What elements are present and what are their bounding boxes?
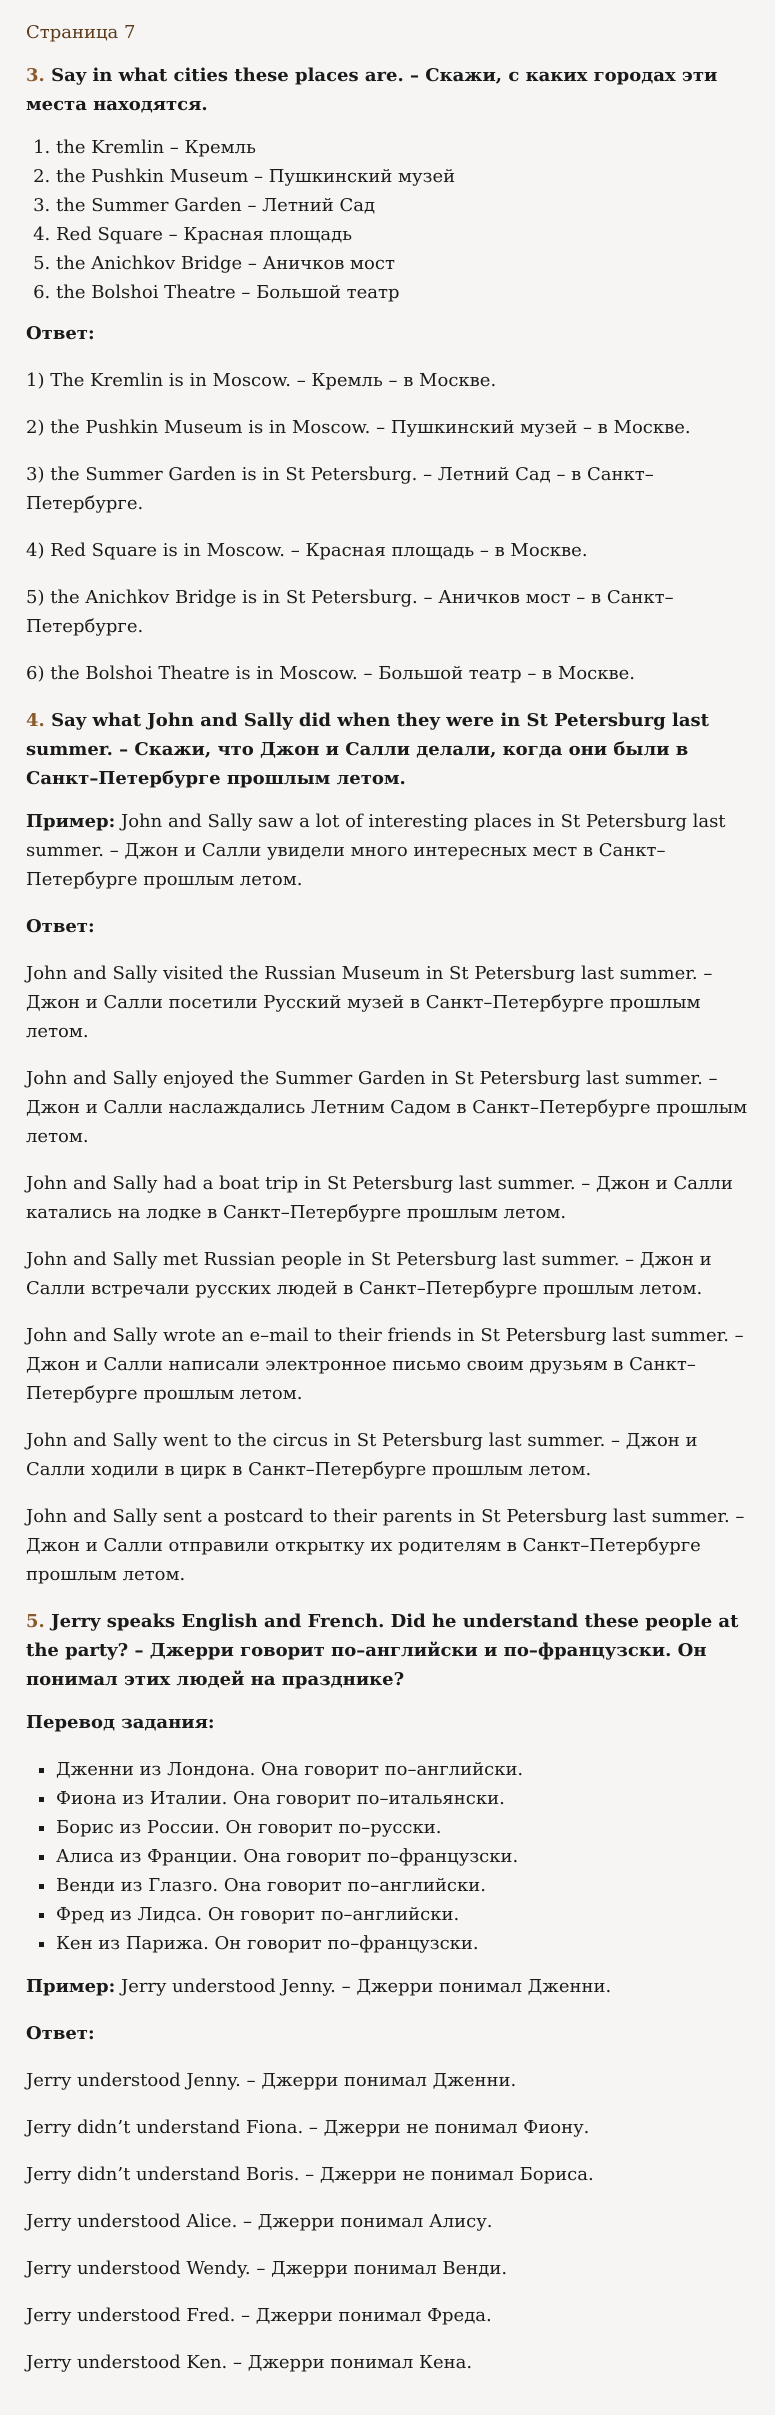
exercise-3-title-text: Say in what cities these places are. – Скажи, с каких городах эти места находятся. [26, 65, 718, 115]
answer-line: 2) the Pushkin Museum is in Moscow. – Пушкинский музей – в Москве. [26, 417, 691, 438]
exercise-5-list [26, 1755, 749, 1958]
example-text: John and Sally saw a lot of interesting places in St Petersburg last summer. – Джон и Салли увидели много интересных мест в Санкт–Петербурге прошлым летом. [26, 811, 726, 890]
list-item: 2. the Pushkin Museum – Пушкинский музей [56, 162, 749, 191]
exercise-4-answer-label: Ответ: [26, 916, 95, 937]
exercise-4-title [26, 706, 749, 793]
answer-line: 6) the Bolshoi Theatre is in Moscow. – Большой театр – в Москве. [26, 663, 636, 684]
exercise-5-answer-label: Ответ: [26, 2023, 95, 2044]
list-item: 4. Red Square – Красная площадь [56, 220, 749, 249]
exercise-5-title-text: Jerry speaks English and French. Did he understand these people at the party? – Джерри говорит по–английски и по–французски. Он понимал этих людей на празднике? [26, 1611, 739, 1690]
answer-line: John and Sally had a boat trip in St Petersburg last summer. – Джон и Салли катались на лодке в Санкт–Петербурге прошлым летом. [26, 1173, 733, 1223]
answer-line: John and Sally visited the Russian Museum in St Petersburg last summer. – Джон и Салли посетили Русский музей в Санкт–Петербурге прошлым летом. [26, 963, 713, 1042]
exercise-3-list [26, 133, 749, 307]
answer-line: John and Sally sent a postcard to their parents in St Petersburg last summer. – Джон и Салли отправили открытку их родителям в Санкт–Петербурге прошлым летом. [26, 1506, 745, 1585]
list-item: 6. the Bolshoi Theatre – Большой театр [56, 278, 749, 307]
list-item: ▪ Алиса из Франции. Она говорит по–французски. [56, 1842, 749, 1871]
exercise-4-number: 4. [26, 710, 45, 731]
answer-line: Jerry understood Alice. – Джерри понимал Алису. [26, 2211, 493, 2232]
answer-line: Jerry didn’t understand Boris. – Джерри не понимал Бориса. [26, 2164, 594, 2185]
exercise-4-example [26, 807, 749, 894]
answer-line: Jerry understood Wendy. – Джерри понимал Венди. [26, 2258, 508, 2279]
list-item: 3. the Summer Garden – Летний Сад [56, 191, 749, 220]
exercise-5-title [26, 1607, 749, 1694]
exercise-5-translation-label: Перевод задания: [26, 1712, 215, 1733]
list-item: ▪ Венди из Глазго. Она говорит по–английски. [56, 1871, 749, 1900]
example-label: Пример: [26, 811, 116, 832]
answer-line: Jerry understood Ken. – Джерри понимал Кена. [26, 2352, 473, 2373]
exercise-4-title-text: Say what John and Sally did when they were in St Petersburg last summer. – Скажи, что Джон и Салли делали, когда они были в Санкт–Петербурге прошлым летом. [26, 710, 709, 789]
answer-line: Jerry didn’t understand Fiona. – Джерри не понимал Фиону. [26, 2117, 590, 2138]
list-item: ▪ Кен из Парижа. Он говорит по–французски. [56, 1929, 749, 1958]
answer-line: 5) the Anichkov Bridge is in St Petersburg. – Аничков мост – в Санкт–Петербурге. [26, 587, 674, 637]
list-item: ▪ Фред из Лидса. Он говорит по–английски. [56, 1900, 749, 1929]
answer-line: 3) the Summer Garden is in St Petersburg. – Летний Сад – в Санкт–Петербурге. [26, 464, 654, 514]
exercise-3-title [26, 61, 749, 119]
list-item: ▪ Фиона из Италии. Она говорит по–итальянски. [56, 1784, 749, 1813]
example-text: Jerry understood Jenny. – Джерри понимал Дженни. [121, 1976, 612, 1997]
answer-line: John and Sally wrote an e–mail to their friends in St Petersburg last summer. – Джон и Салли написали электронное письмо своим друзьям в Санкт–Петербурге прошлым летом. [26, 1325, 744, 1404]
exercise-5-number: 5. [26, 1611, 45, 1632]
page-label: Страница 7 [26, 22, 136, 43]
answer-line: 1) The Kremlin is in Moscow. – Кремль – в Москве. [26, 370, 497, 391]
list-item: 1. the Kremlin – Кремль [56, 133, 749, 162]
list-item: ▪ Дженни из Лондона. Она говорит по–английски. [56, 1755, 749, 1784]
exercise-5-example [26, 1972, 749, 2001]
answer-line: John and Sally went to the circus in St Petersburg last summer. – Джон и Салли ходили в цирк в Санкт–Петербурге прошлым летом. [26, 1430, 698, 1480]
answer-line: John and Sally met Russian people in St Petersburg last summer. – Джон и Салли встречали русских людей в Санкт–Петербурге прошлым летом. [26, 1249, 712, 1299]
exercise-3-number: 3. [26, 65, 45, 86]
exercise-3-answer-label: Ответ: [26, 323, 95, 344]
list-item: 5. the Anichkov Bridge – Аничков мост [56, 249, 749, 278]
answer-line: Jerry understood Fred. – Джерри понимал Фреда. [26, 2305, 492, 2326]
answer-line: John and Sally enjoyed the Summer Garden in St Petersburg last summer. – Джон и Салли наслаждались Летним Садом в Санкт–Петербурге прошлым летом. [26, 1068, 748, 1147]
answer-line: 4) Red Square is in Moscow. – Красная площадь – в Москве. [26, 540, 588, 561]
example-label: Пример: [26, 1976, 116, 1997]
answer-line: Jerry understood Jenny. – Джерри понимал Дженни. [26, 2070, 517, 2091]
list-item: ▪ Борис из России. Он говорит по–русски. [56, 1813, 749, 1842]
